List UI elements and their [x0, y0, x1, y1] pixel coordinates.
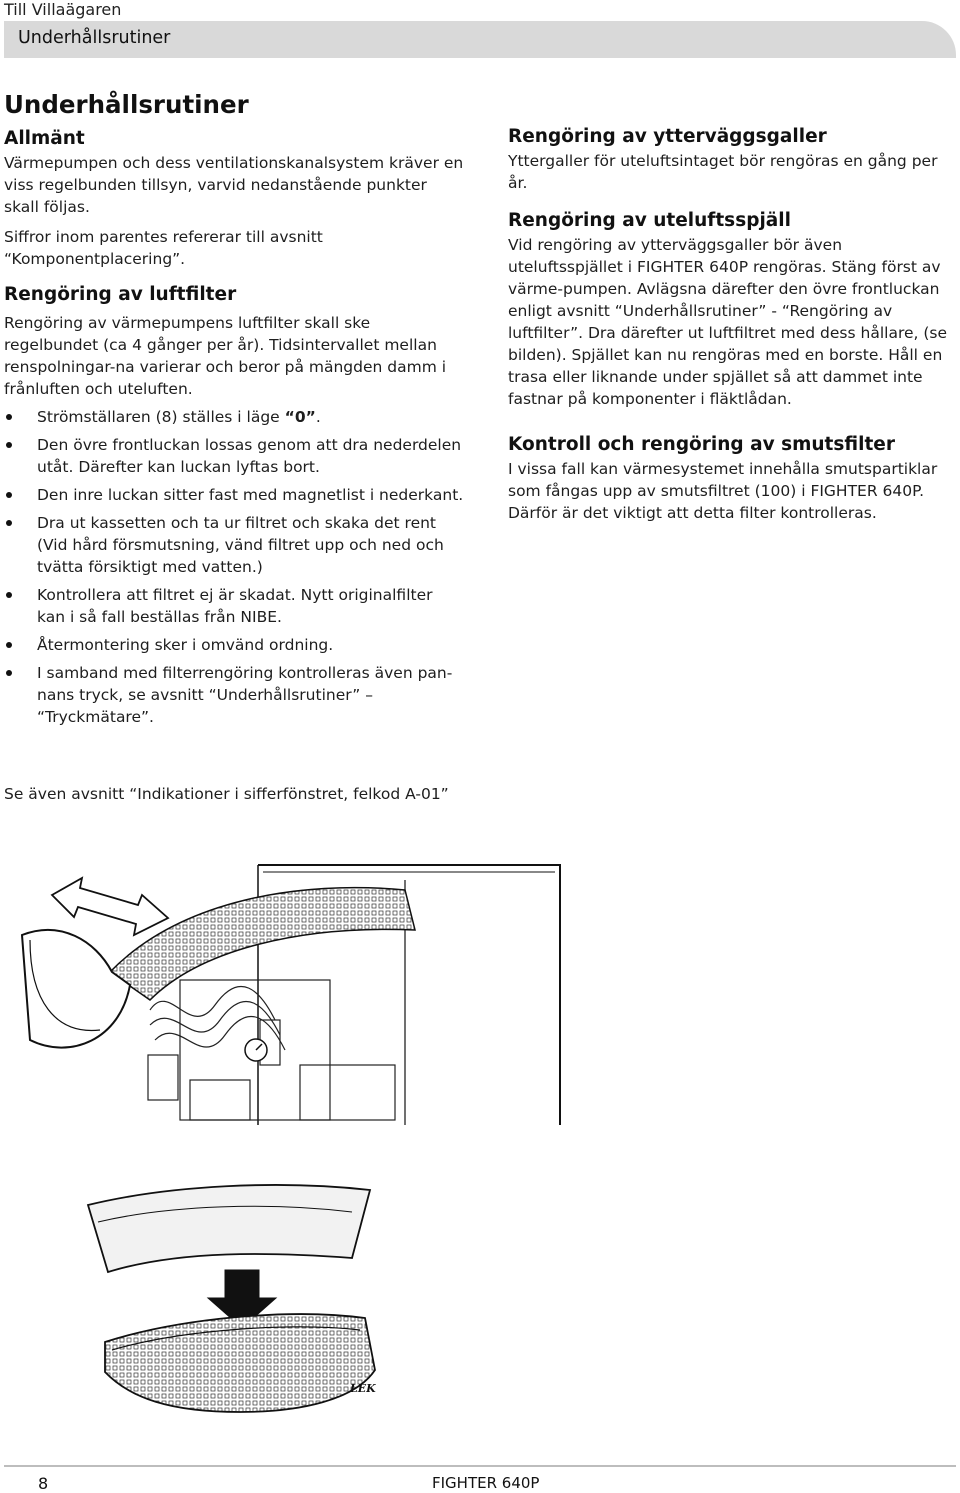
heading-allmant: Allmänt — [4, 128, 85, 149]
cabinet-interior — [148, 980, 395, 1120]
list-item: Dra ut kassetten och ta ur filtret och skaka det rent (Vid hård försmutsning, vänd filtret upp och ned och tvätta försiktigt med vatten.) — [4, 512, 464, 578]
heading-yttervaggsgaller: Rengöring av ytterväggsgaller — [508, 126, 827, 147]
paragraph-allmant: Värmepumpen och dess ventilationskanalsystem kräver en viss regelbunden tillsyn, varvid nedanstående punkter skall följas. — [4, 154, 464, 216]
paragraph-smutsfilter: I vissa fall kan värmesystemet innehålla smutspartiklar som fångas upp av smutsfiltret (100) i FIGHTER 640P. Därför är det viktigt att detta filter kontrolleras. — [508, 460, 938, 522]
page-title: Underhållsrutiner — [4, 90, 249, 119]
filter-label-text: LEK — [350, 1382, 376, 1395]
heading-smutsfilter: Kontroll och rengöring av smutsfilter — [508, 434, 895, 455]
list-item: Den övre frontluckan lossas genom att dra nederdelen utåt. Därefter kan luckan lyftas bort. — [4, 434, 464, 478]
paragraph-uteluftsspjall: Vid rengöring av ytterväggsgaller bör även uteluftsspjället i FIGHTER 640P rengöras. Stäng först av värme-pumpen. Avlägsna därefter den övre frontluckan enligt avsnitt “Underhållsrutiner” - “Rengöring av luftfilter”. Dra därefter ut luftfiltret med dess hållare, (se bilden). Spjället kan nu rengöras med en borste. Håll en trasa eller liknande under spjället så att dammet inte fastnar på komponenter i fläktlådan. — [508, 236, 948, 408]
page-number: 8 — [38, 1474, 49, 1493]
heading-luftfilter: Rengöring av luftfilter — [4, 284, 237, 305]
double-arrow-icon — [52, 878, 168, 935]
heading-uteluftsspjall: Rengöring av uteluftsspjäll — [508, 210, 791, 231]
list-item-text: . — [315, 408, 321, 426]
list-item: Återmontering sker i omvänd ordning. — [4, 634, 464, 656]
breadcrumb: Till Villaägaren — [4, 0, 122, 19]
list-item-bold: “0” — [284, 408, 316, 426]
list-item: Kontrollera att filtret ej är skadat. Nytt originalfilter kan i så fall beställas från NIBE. — [4, 584, 464, 628]
list-item-text: Strömställaren (8) ställes i läge — [37, 408, 285, 426]
see-also-note: Se även avsnitt “Indikationer i sifferfönstret, felkod A-01” — [4, 785, 449, 803]
section-header-title: Underhållsrutiner — [18, 28, 171, 48]
filter-cassette-top — [22, 888, 415, 1048]
list-item: I samband med filterrengöring kontrolleras även pan-nans tryck, se avsnitt “Underhållsrutiner” – “Tryckmätare”. — [4, 662, 464, 728]
filter-cartridge-bottom — [105, 1314, 376, 1412]
paragraph-siffror: Siffror inom parentes refererar till avsnitt “Komponentplacering”. — [4, 228, 323, 268]
paragraph-yttervaggsgaller: Yttergaller för uteluftsintaget bör rengöras en gång per år. — [508, 152, 938, 192]
paragraph-luftfilter: Rengöring av värmepumpens luftfilter skall ske regelbundet (ca 4 gånger per år). Tidsintervallet mellan renspolningar-na varierar och beror på mängden damm i frånluften och uteluften. — [4, 314, 447, 398]
footer-rule — [4, 1465, 956, 1467]
product-name: FIGHTER 640P — [432, 1474, 540, 1492]
list-item: Den inre luckan sitter fast med magnetlist i nederkant. — [4, 484, 464, 506]
vent-grille — [88, 1185, 370, 1272]
pressure-gauge-icon — [245, 1039, 267, 1061]
